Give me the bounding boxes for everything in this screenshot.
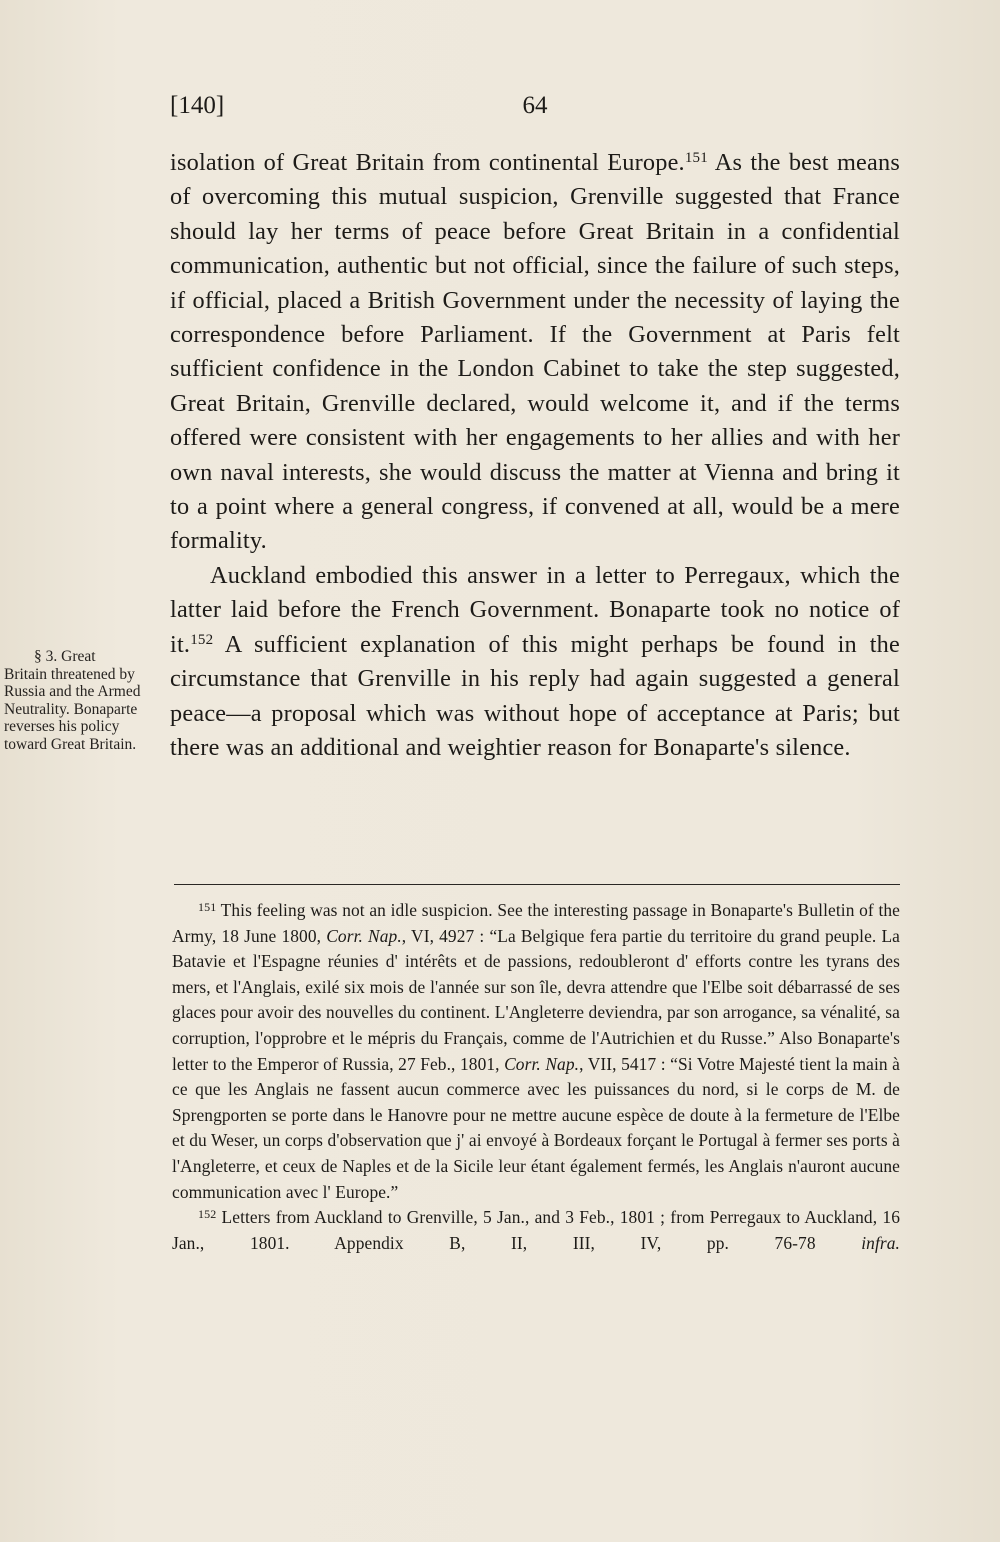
paragraph-2 <box>170 559 900 765</box>
paragraph-1-text-a: isolation of Great Britain from continental Europe. <box>170 149 685 176</box>
footnote-text: Letters from Auckland to Grenville, 5 Jan., and 3 Feb., 1801 ; from Perregaux to Auckland, 16 Jan., 1801. Appendix B, II, III, IV, pp. 76-78 <box>172 1207 900 1253</box>
footnote-ref-152[interactable]: 152 <box>190 631 214 648</box>
footnote-mark: 152 <box>198 1207 217 1222</box>
footnotes <box>172 898 900 1256</box>
footnote-mark: 151 <box>198 900 217 914</box>
paragraph-2-text-b: A sufficient explanation of this might perhaps be found in the circumstance that Grenville in his reply had again suggested a general peace—a proposal which was without hope of acceptance at Paris; but there was an additional and weightier reason for Bonaparte's silence. <box>170 630 900 761</box>
margin-sidenote <box>4 648 160 753</box>
footnote-citation: infra. <box>861 1232 900 1253</box>
paragraph-2-text-a: Auckland embodied this answer in a letter to Perregaux, which the latter laid before the French Government. Bonaparte took no notice of it. <box>170 561 900 658</box>
main-text <box>170 146 900 765</box>
footnote-text: , VII, 5417 : “Si Votre Majesté tient la main à ce que les Anglais ne fassent aucun commerce avec les puissances du nord, si le corps de M. de Sprengporten se porte dans le Hanovre pour ne mettre aucune espèce de doute à la fermeture de l'Elbe et du Weser, un corps d'observation que j' ai envoyé à Bordeaux forçant le Portugal à fermer ses ports à l'Angleterre, et ceux de Naples et de la Sicile leur étant également fermés, les Anglais n'auront aucune communication avec l' Europe.” <box>172 1053 900 1202</box>
sidenote-body: Britain threatened by Russia and the Armed Neutrality. Bonaparte reverses his policy toward Great Britain. <box>4 665 141 753</box>
paragraph-1 <box>170 146 900 559</box>
footnote-text: , VI, 4927 : “La Belgique fera partie du territoire du grand peuple. La Batavie et l'Espagne réunies d' intérêts et de passions, redoubleront d' efforts contre les tyrans des mers, et l'Anglais, exilé six mois de l'année sur son île, devra attendre que l'Elbe soit débarrassé de ses glaces pour avoir des nouvelles du continent. L'Angleterre deviendra, par son arrogance, sa vénalité, sa corruption, l'opprobre et le mépris du Français, comme de l'Autrichien et du Russe.” Also Bonaparte's letter to the Emperor of Russia, 27 Feb., 1801, <box>172 925 900 1074</box>
sidenote-section-label: § 3. Great <box>34 648 96 665</box>
footnote-151 <box>172 898 900 1205</box>
page-number: 64 <box>522 92 548 119</box>
footnote-ref-151[interactable]: 151 <box>684 150 708 166</box>
paragraph-1-text-b: As the best means of overcoming this mutual suspicion, Grenville suggested that France should lay her terms of peace before Great Britain in a confidential communication, authentic but not official, since the failure of such steps, if official, placed a British Government under the necessity of laying the correspondence before Parliament. If the Government at Paris felt sufficient confidence in the London Cabinet to take the step suggested, Great Britain, Grenville declared, would welcome it, and if the terms offered were consistent with her engagements to her allies and with her own naval interests, she would discuss the matter at Vienna and bring it to a point where a general congress, if convened at all, would be a mere formality. <box>170 149 901 555</box>
footnote-text: This feeling was not an idle suspicion. See the interesting passage in Bonaparte's Bulletin of the Army, 18 June 1800, <box>172 900 900 946</box>
footnote-citation: Corr. Nap. <box>326 925 402 946</box>
running-head <box>170 92 900 126</box>
footnote-citation: Corr. Nap. <box>504 1053 580 1074</box>
folio-number: [140] <box>170 92 225 119</box>
footnote-152 <box>172 1205 900 1256</box>
footnote-divider <box>174 884 900 885</box>
